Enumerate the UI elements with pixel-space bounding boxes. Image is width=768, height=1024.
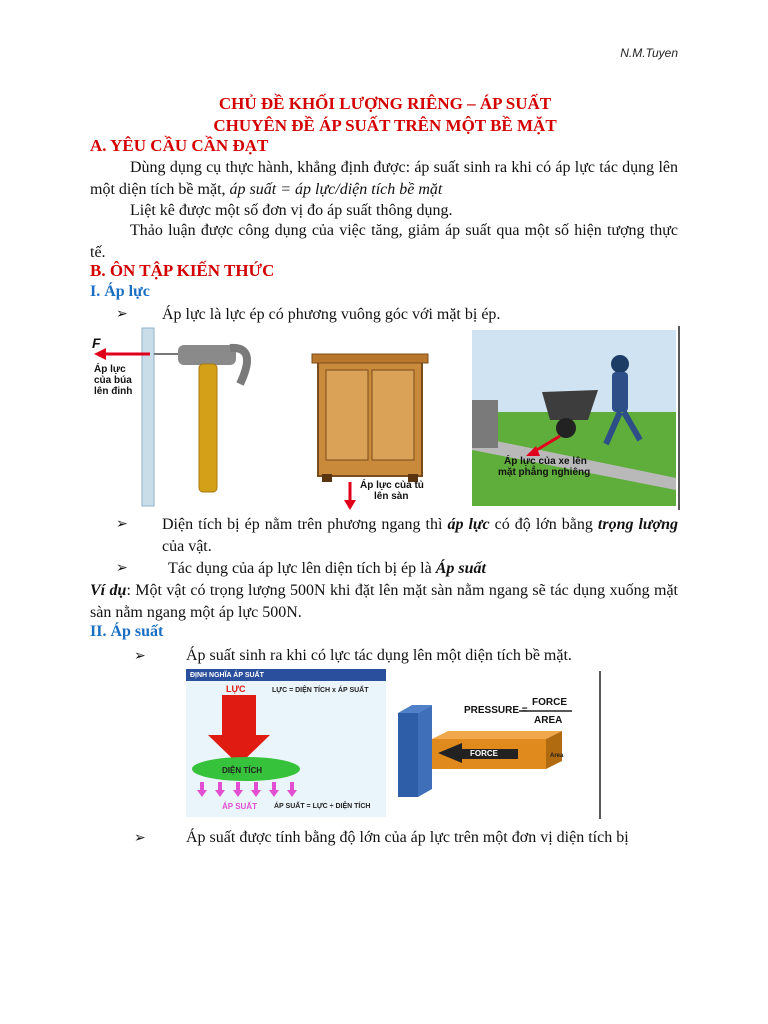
force-word-vi: LỰC (226, 684, 246, 694)
example-text: : Một vật có trọng lượng 500N khi đặt lên mặt sàn nằm ngang sẽ tác dụng xuống mặt sàn nằm ngang một áp lực 500N. (90, 582, 679, 621)
bullet-3-text-a: Tác dụng của áp lực lên diện tích bị ép là (168, 560, 436, 577)
cart-caption-line1: Áp lực của xe lên (504, 456, 587, 467)
bullet-arrow-icon: ➢ (116, 561, 128, 576)
hammer-caption-line3: lên đinh (94, 386, 133, 397)
area-en-label: AREA (534, 715, 563, 726)
formula-pressure: ÁP SUẤT = LỰC ÷ DIỆN TÍCH (274, 803, 371, 810)
bullet-3-term-pressure: Áp suất (435, 560, 486, 577)
bullet-3-text (168, 558, 486, 580)
area-tag-label: Area (550, 753, 564, 759)
bullet-2-text-e: của vật. (162, 538, 212, 555)
definition-banner: ĐỊNH NGHĨA ÁP SUẤT (190, 672, 264, 679)
section-b-heading: B. ÔN TẬP KIẾN THỨC (90, 261, 275, 280)
requirement-text: Dùng dụng cụ thực hành, khẳng định được: áp suất sinh ra khi có áp lực tác dụng lên một diện tích bề mặt, (90, 159, 678, 198)
force-en-label: FORCE (532, 697, 567, 708)
hammer-caption-line2: của búa (94, 375, 132, 386)
cart-caption-line2: mặt phẳng nghiêng (498, 467, 591, 478)
bullet-2-text-c: có độ lớn bằng (489, 516, 598, 533)
bullet-arrow-icon: ➢ (116, 307, 128, 322)
area-word-vi: DIỆN TÍCH (222, 766, 262, 775)
page-title: CHỦ ĐỀ KHỐI LƯỢNG RIÊNG – ÁP SUẤT (218, 94, 552, 113)
page-subtitle: CHUYÊN ĐỀ ÁP SUẤT TRÊN MỘT BỀ MẶT (213, 116, 557, 135)
cabinet-caption-line2: lên sàn (374, 491, 409, 502)
bullet-arrow-icon: ➢ (116, 517, 128, 532)
formula-force: LỰC = DIỆN TÍCH x ÁP SUẤT (272, 687, 369, 694)
hammer-caption-line1: Áp lực (94, 364, 126, 375)
bullet-4-text: Áp suất sinh ra khi có lực tác dụng lên một diện tích bề mặt. (186, 647, 572, 664)
figure-pressure-definition (186, 669, 602, 819)
pressure-en-label: PRESSURE = (464, 705, 528, 716)
pressure-word-vi: ÁP SUẤT (222, 802, 257, 811)
example-label: Ví dụ (90, 582, 127, 599)
pressure-definition-illustration (186, 669, 602, 819)
bullet-2-term-weight: trọng lượng (597, 516, 679, 533)
requirement-paragraph-1 (90, 157, 678, 201)
pressure-formula: áp suất = áp lực/diện tích bề mặt (229, 181, 443, 198)
bullet-2-text-a: Diện tích bị ép nằm trên phương ngang thì (162, 516, 448, 533)
cabinet-caption-line1: Áp lực của tủ (360, 480, 424, 491)
bullet-5-text: Áp suất được tính bằng độ lớn của áp lực trên một đơn vị diện tích bị (186, 829, 629, 846)
example-paragraph (90, 580, 678, 624)
force-symbol: F (92, 335, 101, 351)
requirement-paragraph-2: Liệt kê được một số đơn vị đo áp suất thông dụng. (130, 202, 453, 219)
requirement-paragraph-3: Thảo luận được công dụng của việc tăng, giảm áp suất qua một số hiện tượng thực tế. (90, 222, 678, 261)
author-name: N.M.Tuyen (620, 46, 678, 60)
force-arrow-label: FORCE (470, 749, 498, 758)
section-a-heading: A. YÊU CẦU CẦN ĐẠT (90, 136, 269, 155)
bullet-arrow-icon: ➢ (134, 649, 146, 664)
figure-force-examples (90, 324, 682, 510)
subsection-1-heading: I. Áp lực (90, 283, 150, 300)
bullet-arrow-icon: ➢ (134, 831, 146, 846)
bullet-1-text: Áp lực là lực ép có phương vuông góc với mặt bị ép. (162, 306, 501, 323)
bullet-2-line1 (162, 514, 678, 558)
subsection-2-heading: II. Áp suất (90, 623, 164, 640)
bullet-2-term-force: áp lực (447, 516, 490, 533)
